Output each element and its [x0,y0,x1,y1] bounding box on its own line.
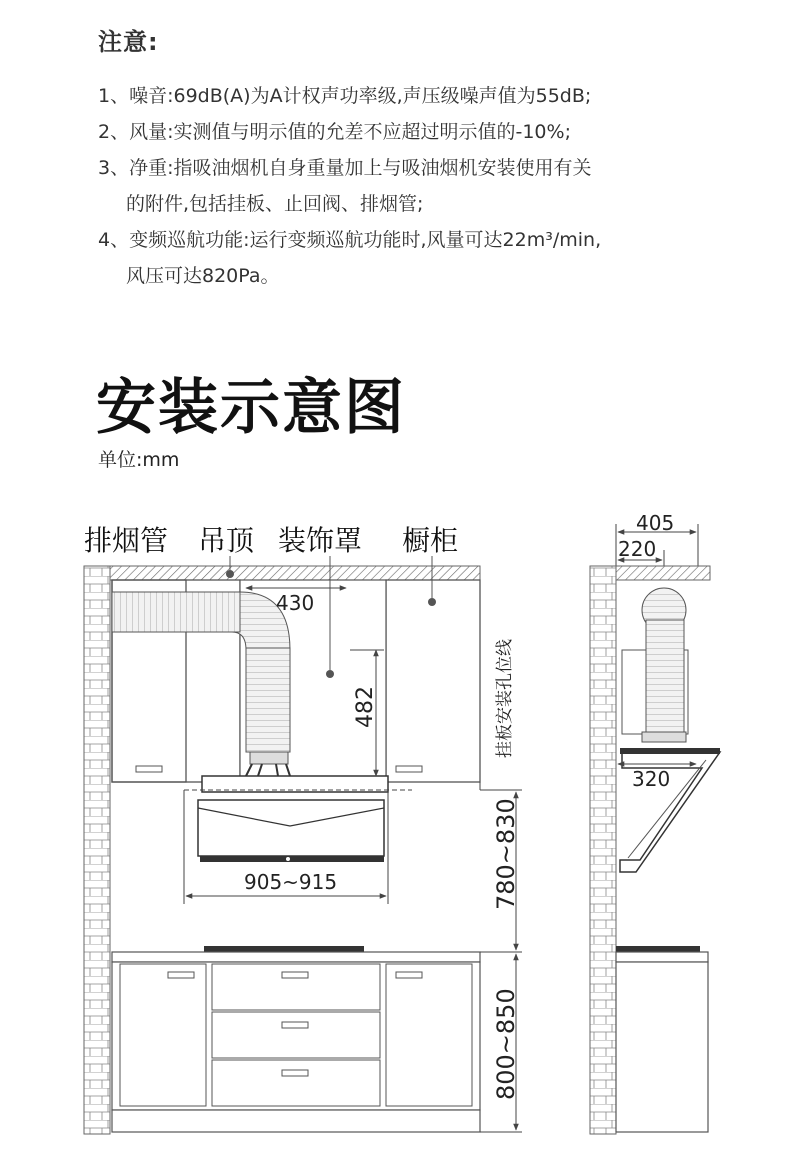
side-hood-base [620,748,720,754]
cooktop [204,946,364,952]
diagram-title: 安装示意图 [96,373,406,443]
side-base-cabinet [616,962,708,1132]
brick-wall [84,566,110,1134]
cabinet-handle [136,766,162,772]
range-hood-bottom [200,856,384,862]
note-text: 3、净重:指吸油烟机自身重量加上与吸油烟机安装使用有关 [98,157,592,179]
side-duct-connector [642,732,686,742]
note-text: 1、噪音:69dB(A)为A计权声功率级,声压级噪声值为55dB; [98,85,592,107]
dim-800: 800~850 [492,988,520,1100]
label-ceiling: 吊顶 [198,524,255,557]
drawer-handle [282,972,308,978]
drawer-handle [282,1070,308,1076]
label-exhaust-pipe: 排烟管 [84,524,169,557]
duct-bend [112,592,240,632]
duct-connector [250,752,288,764]
drawer-2 [212,1012,380,1058]
unit-label: 单位:mm [98,449,180,471]
range-hood-body [198,800,384,856]
dim-482: 482 [353,686,378,728]
note-item [98,222,601,294]
drawer-1 [212,964,380,1010]
side-view [590,511,720,1134]
base-door-left [120,964,206,1106]
dim-405: 405 [636,511,675,535]
leader-dot-cabinet [428,598,436,606]
front-view [84,524,522,1134]
cabinet-plinth [112,1110,480,1132]
indicator-dot [286,857,290,861]
base-door-right [386,964,472,1106]
cabinet-handle [168,972,194,978]
side-ceiling-slab [616,566,710,580]
countertop [112,952,480,962]
ceiling-slab [110,566,480,580]
note-item [98,78,601,114]
note-continuation: 的附件,包括挂板、止回阀、排烟管; [126,193,424,215]
drawer-handle [282,1022,308,1028]
label-hanger-line: 挂板安装孔位线 [495,639,515,758]
drawer-3 [212,1060,380,1106]
dim-905: 905~915 [244,870,338,894]
side-cooktop [616,946,700,952]
note-item [98,114,601,150]
cabinet-handle [396,972,422,978]
label-cabinet: 橱柜 [402,524,459,557]
leader-dot-cover [326,670,334,678]
note-text: 2、风量:实测值与明示值的允差不应超过明示值的-10%; [98,121,571,143]
leader-dot-ceiling [226,570,234,578]
duct-vertical-corrugation [246,648,290,752]
note-item [98,150,601,222]
dim-780: 780~830 [492,798,520,910]
note-text: 4、变频巡航功能:运行变频巡航功能时,风量可达22m³/min, [98,229,602,251]
cabinet-handle [396,766,422,772]
dim-320: 320 [632,767,671,791]
installation-diagram [0,500,790,1172]
notes-list [98,78,601,294]
note-continuation: 风压可达820Pa。 [126,265,280,287]
dim-430: 430 [276,591,315,615]
side-countertop [616,952,708,962]
side-duct [646,620,684,732]
notes-title: 注意: [98,28,159,56]
label-decor-cover: 装饰罩 [278,524,363,557]
dim-220: 220 [618,537,657,561]
side-brick-wall [590,566,616,1134]
upper-cabinet-right [386,580,480,782]
